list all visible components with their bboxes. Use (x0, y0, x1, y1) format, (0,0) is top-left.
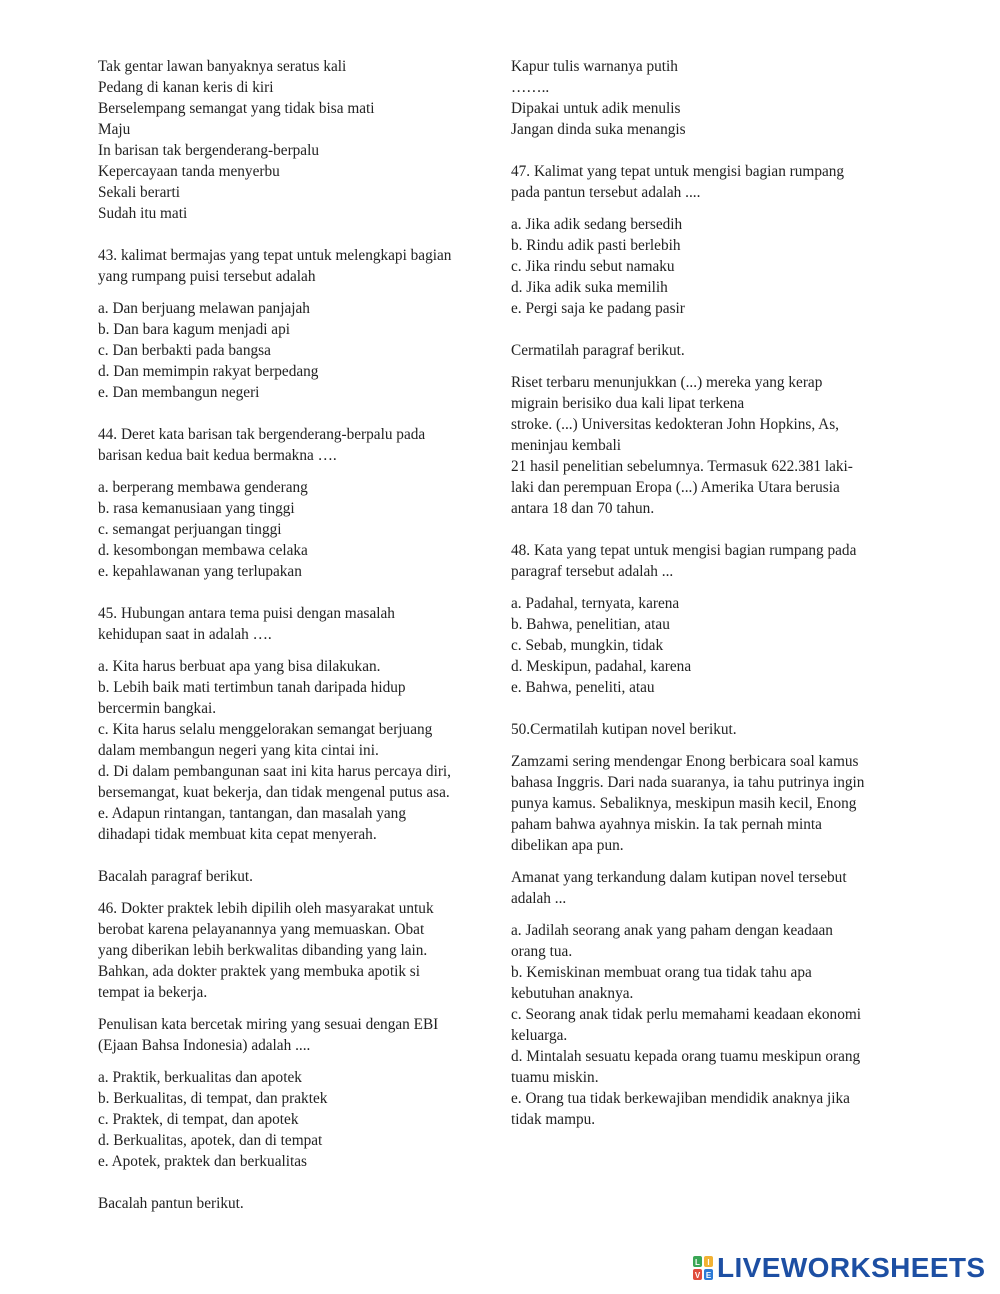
poem-line: Sudah itu mati (98, 205, 188, 222)
option-44e[interactable]: e. kepahlawanan yang terlupakan (98, 563, 302, 580)
option-46d[interactable]: d. Berkualitas, apotek, dan di tempat (98, 1132, 323, 1149)
option-43b[interactable]: b. Dan bara kagum menjadi api (98, 321, 290, 338)
question-text: 43. kalimat bermajas yang tepat untuk melengkapi bagian (98, 247, 452, 264)
option-44c[interactable]: c. semangat perjuangan tinggi (98, 521, 282, 538)
liveworksheets-logo-icon (692, 1255, 714, 1281)
paragraph-48 (511, 372, 901, 519)
option-47d[interactable]: d. Jika adik suka memilih (511, 279, 668, 296)
poem-line: Maju (98, 121, 131, 138)
instruction-read-pantun: Bacalah pantun berikut. (98, 1195, 244, 1212)
option-47b[interactable]: b. Rindu adik pasti berlebih (511, 237, 681, 254)
option-50b[interactable]: b. Kemiskinan membuat orang tua tidak tahu apa (511, 964, 812, 981)
paragraph-line: dibelikan apa pun. (511, 837, 624, 854)
option-44d[interactable]: d. kesombongan membawa celaka (98, 542, 308, 559)
svg-text:E: E (705, 1271, 712, 1280)
option-50d-cont[interactable]: tuamu miskin. (511, 1069, 599, 1086)
paragraph-line: migrain berisiko dua kali lipat terkena (511, 395, 745, 412)
pantun-line: Dipakai untuk adik menulis (511, 100, 681, 117)
question-text: yang rumpang puisi tersebut adalah (98, 268, 316, 285)
paragraph-line: Riset terbaru menunjukkan (...) mereka yang kerap (511, 374, 823, 391)
instruction-observe-paragraph: Cermatilah paragraf berikut. (511, 342, 685, 359)
pantun-line-blank: …….. (511, 79, 550, 96)
option-43e[interactable]: e. Dan membangun negeri (98, 384, 260, 401)
option-45e-cont[interactable]: dihadapi tidak membuat kita cepat menyerah. (98, 826, 377, 843)
option-45d-cont[interactable]: bersemangat, kuat bekerja, dan tidak mengenal putus asa. (98, 784, 450, 801)
question-46-options (98, 1067, 493, 1172)
question-44-options (98, 477, 493, 582)
option-43c[interactable]: c. Dan berbakti pada bangsa (98, 342, 271, 359)
question-text: kehidupan saat in adalah …. (98, 626, 272, 643)
paragraph-line: 21 hasil penelitian sebelumnya. Termasuk 622.381 laki- (511, 458, 853, 475)
option-50e[interactable]: e. Orang tua tidak berkewajiban mendidik anaknya jika (511, 1090, 850, 1107)
paragraph-line: meninjau kembali (511, 437, 622, 454)
option-50b-cont[interactable]: kebutuhan anaknya. (511, 985, 634, 1002)
svg-text:L: L (695, 1258, 700, 1267)
question-text: Amanat yang terkandung dalam kutipan novel tersebut (511, 869, 847, 886)
svg-text:I: I (707, 1258, 710, 1267)
paragraph-line: 46. Dokter praktek lebih dipilih oleh masyarakat untuk (98, 900, 434, 917)
option-48c[interactable]: c. Sebab, mungkin, tidak (511, 637, 664, 654)
option-45b[interactable]: b. Lebih baik mati tertimbun tanah daripada hidup (98, 679, 406, 696)
option-50a[interactable]: a. Jadilah seorang anak yang paham dengan keadaan (511, 922, 833, 939)
question-50 (511, 867, 901, 909)
right-column (511, 56, 901, 1130)
question-50-options (511, 920, 901, 1130)
option-45e[interactable]: e. Adapun rintangan, tantangan, dan masalah yang (98, 805, 406, 822)
option-44a[interactable]: a. berperang membawa genderang (98, 479, 308, 496)
svg-text:V: V (694, 1271, 701, 1280)
option-48a[interactable]: a. Padahal, ternyata, karena (511, 595, 680, 612)
pantun (511, 56, 901, 140)
option-45d[interactable]: d. Di dalam pembangunan saat ini kita harus percaya diri, (98, 763, 451, 780)
option-48b[interactable]: b. Bahwa, penelitian, atau (511, 616, 670, 633)
paragraph-line: berobat karena pelayanannya yang memuaskan. Obat (98, 921, 425, 938)
paragraph-line: stroke. (...) Universitas kedokteran John Hopkins, As, (511, 416, 839, 433)
option-46c[interactable]: c. Praktek, di tempat, dan apotek (98, 1111, 299, 1128)
question-45-options (98, 656, 493, 845)
question-46-paragraph (98, 898, 493, 1003)
question-50-title: 50.Cermatilah kutipan novel berikut. (511, 721, 737, 738)
option-50c-cont[interactable]: keluarga. (511, 1027, 568, 1044)
novel-excerpt (511, 751, 901, 856)
question-48-options (511, 593, 901, 698)
instruction-read-paragraph: Bacalah paragraf berikut. (98, 868, 254, 885)
question-48 (511, 540, 901, 582)
paragraph-line: Zamzami sering mendengar Enong berbicara soal kamus (511, 753, 859, 770)
poem-line: Tak gentar lawan banyaknya seratus kali (98, 58, 347, 75)
question-47-options (511, 214, 901, 319)
option-45b-cont[interactable]: bercermin bangkai. (98, 700, 217, 717)
liveworksheets-logo[interactable] (692, 1253, 986, 1283)
option-47c[interactable]: c. Jika rindu sebut namaku (511, 258, 675, 275)
poem-line: Pedang di kanan keris di kiri (98, 79, 274, 96)
paragraph-line: bahasa Inggris. Dari nada suaranya, ia tahu putrinya ingin (511, 774, 865, 791)
option-47a[interactable]: a. Jika adik sedang bersedih (511, 216, 683, 233)
option-50e-cont[interactable]: tidak mampu. (511, 1111, 596, 1128)
paragraph-line: antara 18 dan 70 tahun. (511, 500, 655, 517)
pantun-line: Jangan dinda suka menangis (511, 121, 686, 138)
option-45a[interactable]: a. Kita harus berbuat apa yang bisa dilakukan. (98, 658, 381, 675)
question-text: 45. Hubungan antara tema puisi dengan masalah (98, 605, 395, 622)
question-43 (98, 245, 493, 287)
paragraph-line: punya kamus. Sebaliknya, meskipun masih kecil, Enong (511, 795, 857, 812)
pantun-line: Kapur tulis warnanya putih (511, 58, 678, 75)
option-43d[interactable]: d. Dan memimpin rakyat berpedang (98, 363, 319, 380)
option-48e[interactable]: e. Bahwa, peneliti, atau (511, 679, 655, 696)
option-44b[interactable]: b. rasa kemanusiaan yang tinggi (98, 500, 295, 517)
option-50a-cont[interactable]: orang tua. (511, 943, 573, 960)
question-text: pada pantun tersebut adalah .... (511, 184, 701, 201)
option-45c-cont[interactable]: dalam membangun negeri yang kita cintai ini. (98, 742, 379, 759)
question-text: paragraf tersebut adalah ... (511, 563, 674, 580)
liveworksheets-logo-text: LIVEWORKSHEETS (717, 1252, 986, 1283)
poem-line: In barisan tak bergenderang-berpalu (98, 142, 319, 159)
poem-line: Sekali berarti (98, 184, 180, 201)
question-43-options (98, 298, 493, 403)
option-46e[interactable]: e. Apotek, praktek dan berkualitas (98, 1153, 307, 1170)
poem-line: Berselempang semangat yang tidak bisa mati (98, 100, 375, 117)
paragraph-line: Bahkan, ada dokter praktek yang membuka apotik si (98, 963, 420, 980)
paragraph-line: laki dan perempuan Eropa (...) Amerika Utara berusia (511, 479, 840, 496)
question-text: 47. Kalimat yang tepat untuk mengisi bagian rumpang (511, 163, 845, 180)
option-45c[interactable]: c. Kita harus selalu menggelorakan semangat berjuang (98, 721, 433, 738)
question-46 (98, 1014, 493, 1056)
paragraph-line: tempat ia bekerja. (98, 984, 208, 1001)
question-text: 44. Deret kata barisan tak bergenderang-berpalu pada (98, 426, 426, 443)
option-50c[interactable]: c. Seorang anak tidak perlu memahami keadaan ekonomi (511, 1006, 861, 1023)
question-text: (Ejaan Bahsa Indonesia) adalah .... (98, 1037, 311, 1054)
question-text: Penulisan kata bercetak miring yang sesuai dengan EBI (98, 1016, 439, 1033)
question-47 (511, 161, 901, 203)
question-44 (98, 424, 493, 466)
option-48d[interactable]: d. Meskipun, padahal, karena (511, 658, 692, 675)
question-text: adalah ... (511, 890, 567, 907)
option-46b[interactable]: b. Berkualitas, di tempat, dan praktek (98, 1090, 328, 1107)
option-47e[interactable]: e. Pergi saja ke padang pasir (511, 300, 685, 317)
paragraph-line: yang diberikan lebih berkwalitas dibanding yang lain. (98, 942, 428, 959)
question-text: barisan kedua bait kedua bermakna …. (98, 447, 337, 464)
question-45 (98, 603, 493, 645)
paragraph-line: paham bahwa ayahnya miskin. Ia tak pernah minta (511, 816, 822, 833)
option-46a[interactable]: a. Praktik, berkualitas dan apotek (98, 1069, 302, 1086)
option-50d[interactable]: d. Mintalah sesuatu kepada orang tuamu meskipun orang (511, 1048, 861, 1065)
option-43a[interactable]: a. Dan berjuang melawan panjajah (98, 300, 310, 317)
question-text: 48. Kata yang tepat untuk mengisi bagian rumpang pada (511, 542, 857, 559)
poem-line: Kepercayaan tanda menyerbu (98, 163, 280, 180)
left-column (98, 56, 493, 1214)
poem (98, 56, 493, 224)
